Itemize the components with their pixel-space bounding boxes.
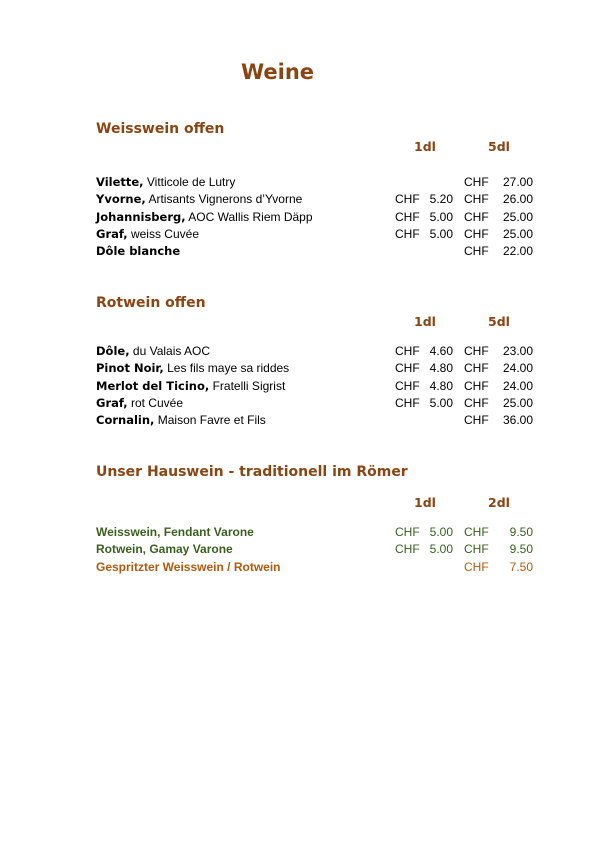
- section-title-rotwein: Rotwein offen: [96, 295, 206, 311]
- price-5dl: 24.00: [502, 361, 533, 375]
- currency-2dl: CHF: [464, 560, 489, 574]
- price-5dl: 23.00: [502, 344, 533, 358]
- wine-detail: Vitticole de Lutry: [146, 175, 236, 189]
- currency-1dl: CHF: [395, 192, 420, 206]
- price-5dl: 25.00: [502, 227, 533, 241]
- price-1dl: 5.00: [429, 210, 453, 224]
- wine-name: Dôle,: [96, 344, 130, 358]
- price-2dl: 7.50: [509, 560, 533, 574]
- price-5dl: 22.00: [502, 244, 533, 258]
- currency-1dl: CHF: [395, 379, 420, 393]
- currency-1dl: CHF: [395, 210, 420, 224]
- wine-detail: weiss Cuvée: [130, 227, 199, 241]
- wine-name: Vilette,: [96, 175, 144, 189]
- list-item: [96, 396, 536, 413]
- price-5dl: 25.00: [502, 396, 533, 410]
- currency-1dl: CHF: [395, 525, 420, 539]
- list-item: [96, 244, 536, 261]
- wine-name: Yvorne,: [96, 192, 146, 206]
- list-item: [96, 192, 536, 209]
- col-head-2dl: 2dl: [488, 495, 510, 510]
- wine-detail: Artisants Vignerons d’Yvorne: [148, 192, 303, 206]
- col-head-5dl: 5dl: [488, 139, 510, 154]
- wine-name: Rotwein, Gamay Varone: [96, 542, 233, 556]
- price-5dl: 25.00: [502, 210, 533, 224]
- wine-name: Graf,: [96, 396, 128, 410]
- col-head-1dl: 1dl: [414, 495, 436, 510]
- currency-5dl: CHF: [464, 192, 489, 206]
- price-1dl: 5.00: [429, 525, 453, 539]
- currency-5dl: CHF: [464, 244, 489, 258]
- list-item: [96, 361, 536, 378]
- price-5dl: 24.00: [502, 379, 533, 393]
- currency-5dl: CHF: [464, 227, 489, 241]
- currency-1dl: CHF: [395, 344, 420, 358]
- currency-5dl: CHF: [464, 396, 489, 410]
- currency-5dl: CHF: [464, 344, 489, 358]
- currency-1dl: CHF: [395, 542, 420, 556]
- price-2dl: 9.50: [509, 525, 533, 539]
- wine-detail: Maison Favre et Fils: [157, 413, 266, 427]
- list-item: [96, 227, 536, 244]
- page-title: Weine: [241, 60, 315, 84]
- price-1dl: 4.60: [429, 344, 453, 358]
- section-title-hauswein: Unser Hauswein - traditionell im Römer: [96, 464, 408, 480]
- price-1dl: 4.80: [429, 379, 453, 393]
- wine-name: Weisswein, Fendant Varone: [96, 525, 254, 539]
- price-5dl: 27.00: [502, 175, 533, 189]
- wine-detail: Les fils maye sa riddes: [167, 361, 290, 375]
- wine-name: Dôle blanche: [96, 244, 181, 258]
- currency-1dl: CHF: [395, 396, 420, 410]
- wine-name: Gespritzter Weisswein / Rotwein: [96, 560, 281, 574]
- price-1dl: 5.00: [429, 396, 453, 410]
- price-2dl: 9.50: [509, 542, 533, 556]
- list-item: [96, 379, 536, 396]
- col-head-5dl: 5dl: [488, 314, 510, 329]
- list-item: [96, 210, 536, 227]
- wine-name: Merlot del Ticino,: [96, 379, 210, 393]
- list-item: [96, 344, 536, 361]
- list-item: [96, 175, 536, 192]
- currency-2dl: CHF: [464, 525, 489, 539]
- currency-2dl: CHF: [464, 542, 489, 556]
- section-title-weisswein: Weisswein offen: [96, 121, 225, 137]
- wine-detail: AOC Wallis Riem Däpp: [188, 210, 313, 224]
- wine-name: Cornalin,: [96, 413, 155, 427]
- price-5dl: 26.00: [502, 192, 533, 206]
- currency-1dl: CHF: [395, 227, 420, 241]
- currency-5dl: CHF: [464, 361, 489, 375]
- currency-5dl: CHF: [464, 413, 489, 427]
- wine-name: Pinot Noir,: [96, 361, 164, 375]
- price-1dl: 4.80: [429, 361, 453, 375]
- wine-detail: rot Cuvée: [130, 396, 183, 410]
- list-item: [96, 542, 536, 559]
- list-item: [96, 525, 536, 542]
- wine-name: Graf,: [96, 227, 128, 241]
- currency-5dl: CHF: [464, 175, 489, 189]
- price-5dl: 36.00: [502, 413, 533, 427]
- list-item: [96, 413, 536, 430]
- currency-5dl: CHF: [464, 210, 489, 224]
- wine-detail: du Valais AOC: [132, 344, 211, 358]
- price-1dl: 5.20: [429, 192, 453, 206]
- price-1dl: 5.00: [429, 542, 453, 556]
- col-head-1dl: 1dl: [414, 139, 436, 154]
- col-head-1dl: 1dl: [414, 314, 436, 329]
- currency-5dl: CHF: [464, 379, 489, 393]
- currency-1dl: CHF: [395, 361, 420, 375]
- wine-name: Johannisberg,: [96, 210, 186, 224]
- list-item: [96, 560, 536, 577]
- wine-detail: Fratelli Sigrist: [212, 379, 286, 393]
- price-1dl: 5.00: [429, 227, 453, 241]
